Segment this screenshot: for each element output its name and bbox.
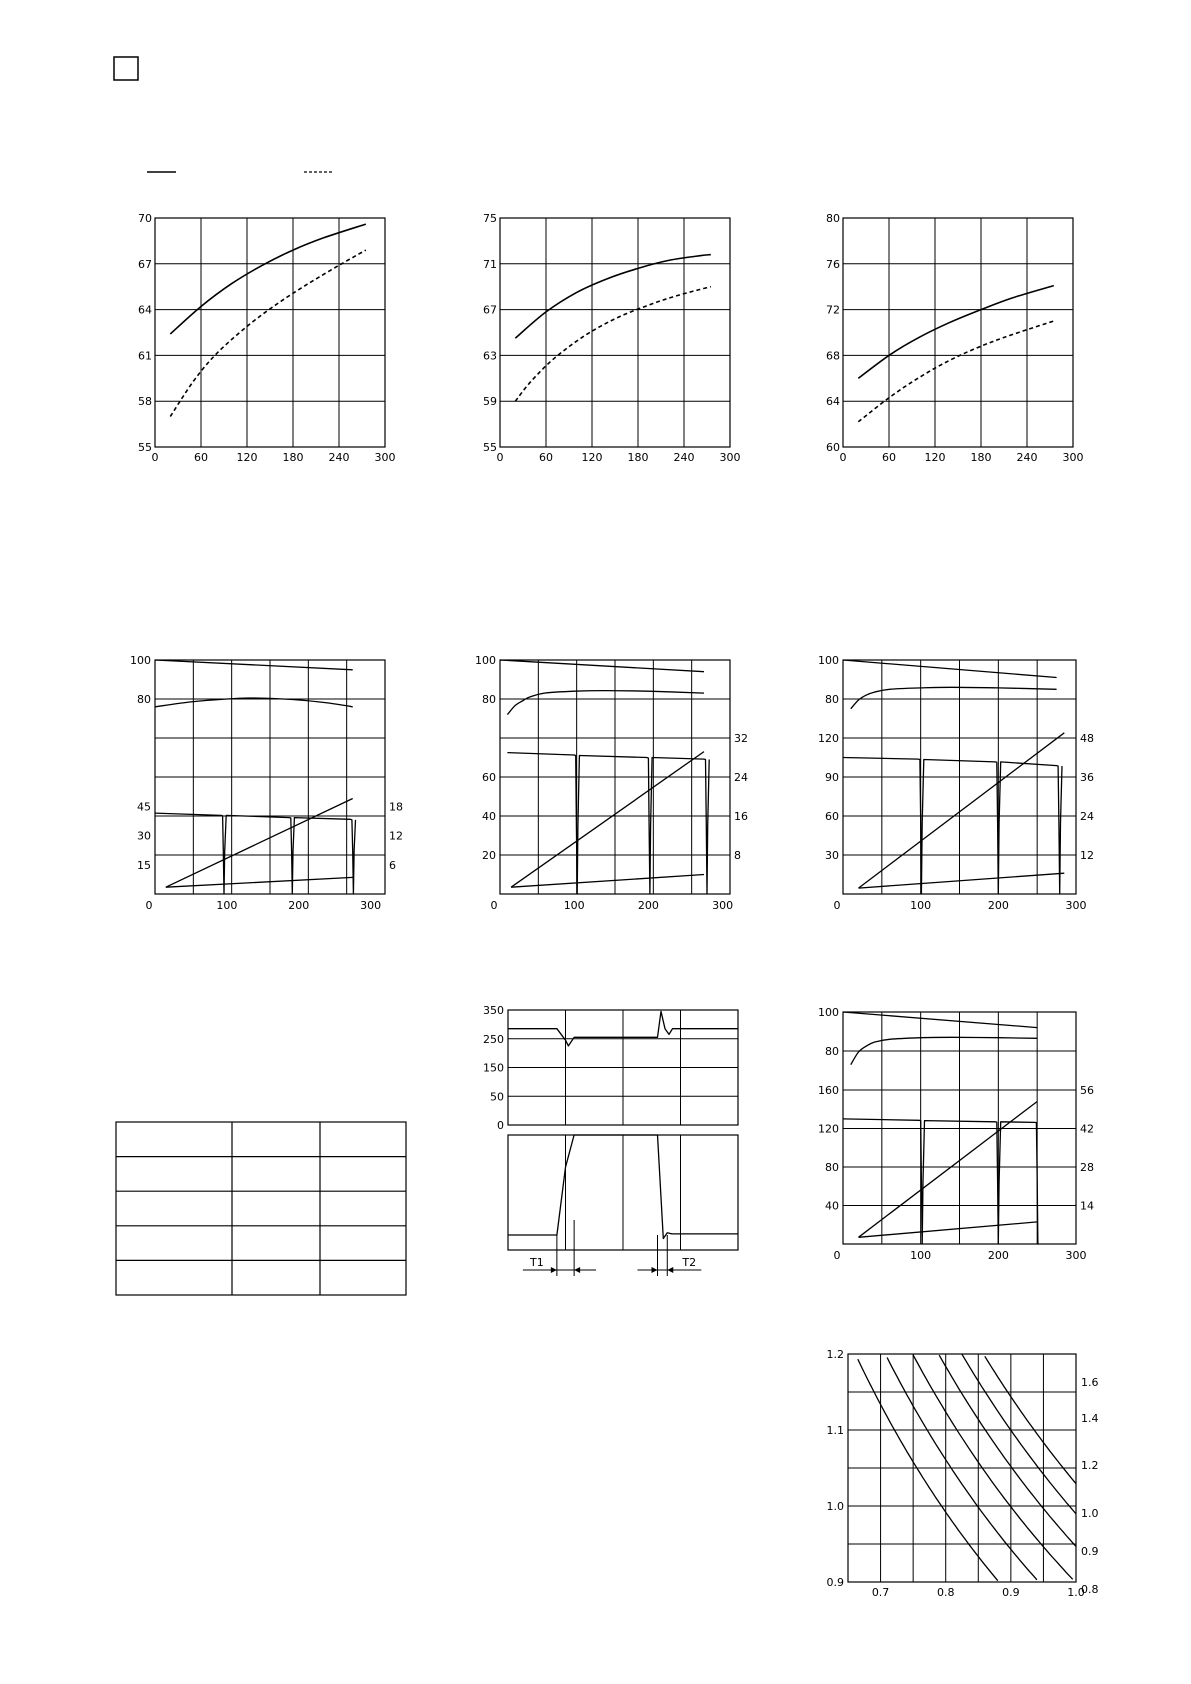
right-tick-label: 8 [734, 849, 741, 862]
series-1.6 [985, 1356, 1076, 1483]
y-tick-label: 40 [825, 1199, 839, 1213]
x-tick-label: 0 [145, 899, 153, 912]
right-tick-label: 36 [1080, 771, 1094, 784]
x-tick-label: 0 [490, 899, 498, 912]
right-curve-label: 0.9 [1081, 1545, 1099, 1558]
y-tick-label: 75 [483, 212, 497, 225]
y-tick-label: 15 [137, 858, 151, 872]
x-tick-label: 60 [539, 451, 553, 464]
y-tick-label: 70 [138, 212, 152, 225]
y-tick-label: 72 [826, 303, 840, 317]
chart-c2-frame [500, 218, 730, 447]
right-tick-label: 18 [389, 800, 403, 814]
series-step-curve [843, 1119, 1039, 1244]
x-tick-label: 200 [987, 899, 1009, 912]
y-tick-label: 1.1 [826, 1424, 844, 1437]
series-ramp-shallow [859, 1222, 1038, 1237]
chart-c9 [827, 1348, 1099, 1599]
y-tick-label: 80 [137, 693, 151, 706]
y-tick-label: 120 [818, 732, 839, 745]
x-tick-label: 120 [581, 451, 603, 464]
x-tick-label: 100 [216, 899, 238, 912]
right-tick-label: 14 [1080, 1199, 1094, 1213]
y-tick-label: 80 [825, 1045, 839, 1058]
series-solid [515, 255, 711, 339]
x-tick-label: 0 [833, 899, 841, 912]
x-tick-label: 240 [1016, 451, 1038, 464]
right-tick-label: 32 [734, 732, 748, 745]
chart-c1 [138, 212, 396, 464]
x-tick-label: 0 [839, 451, 847, 464]
right-curve-label: 1.2 [1081, 1459, 1099, 1472]
data-table [116, 1122, 406, 1295]
x-tick-label: 240 [673, 451, 695, 464]
right-tick-label: 48 [1080, 732, 1094, 745]
y-tick-label: 50 [490, 1090, 504, 1104]
series-solid [170, 224, 365, 334]
series-0.9 [887, 1358, 1037, 1580]
x-tick-label: 0.7 [871, 1586, 890, 1599]
y-tick-label: 30 [137, 829, 151, 843]
y-tick-label: 63 [483, 349, 497, 363]
y-tick-label: 60 [482, 771, 496, 784]
x-tick-label: 100 [910, 899, 932, 912]
series-dashed [515, 287, 711, 402]
charts-layer [130, 212, 1099, 1599]
x-tick-label: 240 [328, 451, 350, 464]
x-tick-label: 300 [712, 899, 734, 912]
y-tick-label: 76 [826, 257, 840, 271]
y-tick-label: 80 [826, 212, 840, 225]
y-tick-label: 55 [138, 441, 152, 454]
y-tick-label: 100 [130, 654, 151, 667]
y-tick-label: 58 [138, 395, 152, 409]
y-tick-label: 100 [475, 654, 496, 667]
y-tick-label: 30 [825, 849, 839, 862]
x-tick-label: 300 [1065, 899, 1087, 912]
series-ramp-steep [859, 1102, 1038, 1238]
right-tick-label: 16 [734, 810, 748, 823]
right-curve-label: 0.8 [1081, 1583, 1099, 1596]
series-ramp-steep [859, 733, 1065, 888]
series-ramp-shallow [859, 873, 1065, 888]
y-tick-label: 60 [825, 810, 839, 823]
x-tick-label: 200 [288, 899, 310, 912]
x-tick-label: 300 [719, 451, 741, 464]
y-tick-label: 68 [826, 349, 840, 363]
series-upper-a [843, 660, 1057, 678]
x-tick-label: 0 [496, 451, 504, 464]
y-tick-label: 20 [482, 849, 496, 862]
series-upper-a [500, 660, 704, 672]
y-tick-label: 1.2 [826, 1348, 844, 1361]
chart-c3 [826, 212, 1084, 464]
series-1.0 [913, 1355, 1073, 1579]
right-curve-label: 1.4 [1081, 1412, 1099, 1425]
x-tick-label: 120 [236, 451, 258, 464]
series-dashed [858, 321, 1054, 422]
x-tick-label: 100 [563, 899, 585, 912]
y-tick-label: 71 [483, 257, 497, 271]
x-tick-label: 180 [627, 451, 649, 464]
dimension-arrow [574, 1267, 580, 1273]
y-tick-label: 160 [818, 1084, 839, 1097]
table-frame [116, 1122, 406, 1295]
right-tick-label: 24 [1080, 810, 1094, 823]
x-tick-label: 200 [637, 899, 659, 912]
series-1.4 [962, 1354, 1076, 1514]
series-ramp-steep [166, 799, 353, 888]
y-tick-label: 150 [483, 1061, 504, 1075]
y-tick-label: 250 [483, 1032, 504, 1046]
y-tick-label: 0.9 [826, 1576, 844, 1589]
series-ramp-steep [511, 752, 704, 888]
series-step-curve [507, 753, 709, 894]
x-tick-label: 100 [910, 1249, 932, 1262]
y-tick-label: 80 [825, 693, 839, 706]
y-tick-label: 64 [826, 395, 840, 409]
y-tick-label: 59 [483, 395, 497, 409]
chart-c2 [483, 212, 741, 464]
y-tick-label: 100 [818, 654, 839, 667]
section-checkbox [114, 57, 138, 80]
x-tick-label: 1.0 [1067, 1586, 1085, 1599]
y-tick-label: 120 [818, 1122, 839, 1136]
right-tick-label: 28 [1080, 1161, 1094, 1174]
x-tick-label: 300 [1065, 1249, 1087, 1262]
x-tick-label: 300 [1062, 451, 1084, 464]
right-tick-label: 42 [1080, 1122, 1094, 1136]
chart-c5 [475, 654, 748, 912]
x-tick-label: 300 [360, 899, 382, 912]
y-tick-label: 60 [826, 441, 840, 454]
series-solid [858, 286, 1054, 379]
y-tick-label: 67 [138, 257, 152, 271]
dimension-arrow [551, 1267, 557, 1273]
y-tick-label: 0 [497, 1119, 504, 1132]
dimension-arrow [652, 1267, 658, 1273]
chart-c8 [818, 1006, 1094, 1262]
x-tick-label: 120 [924, 451, 946, 464]
series-step-curve [843, 758, 1062, 895]
x-tick-label: 0 [833, 1249, 841, 1262]
x-tick-label: 0.9 [1002, 1586, 1020, 1599]
y-tick-label: 67 [483, 303, 497, 317]
chart-c6 [818, 654, 1094, 912]
y-tick-label: 40 [482, 810, 496, 823]
y-tick-label: 350 [483, 1004, 504, 1017]
chart-c1-frame [155, 218, 385, 447]
x-tick-label: 60 [882, 451, 896, 464]
x-tick-label: 300 [374, 451, 396, 464]
chart-c4 [130, 654, 403, 912]
series-ramp-shallow [511, 875, 704, 888]
x-tick-label: 180 [970, 451, 992, 464]
series-upper-b [507, 691, 704, 715]
chart-c3-frame [843, 218, 1073, 447]
y-tick-label: 45 [137, 800, 151, 814]
series-1.2 [939, 1355, 1076, 1546]
right-tick-label: 6 [389, 858, 396, 872]
x-tick-label: 0.8 [936, 1586, 955, 1599]
x-tick-label: 200 [987, 1249, 1009, 1262]
annotation-t2: T2 [682, 1256, 697, 1269]
y-tick-label: 80 [482, 693, 496, 706]
y-tick-label: 1.0 [826, 1500, 844, 1513]
y-tick-label: 61 [138, 349, 152, 363]
right-curve-label: 1.0 [1081, 1507, 1099, 1520]
y-tick-label: 55 [483, 441, 497, 454]
right-curve-label: 1.6 [1081, 1376, 1099, 1389]
chart-c7 [483, 1004, 738, 1276]
series-ramp-shallow [166, 877, 353, 887]
dimension-arrow [667, 1267, 673, 1273]
series-dashed [170, 250, 365, 416]
right-tick-label: 12 [1080, 849, 1094, 862]
y-tick-label: 80 [825, 1161, 839, 1174]
series-upper-a [843, 1012, 1037, 1028]
y-tick-label: 90 [825, 771, 839, 784]
y-tick-label: 100 [818, 1006, 839, 1019]
annotation-t1: T1 [530, 1256, 544, 1269]
right-tick-label: 56 [1080, 1084, 1094, 1097]
series-upper-a [155, 660, 353, 670]
x-tick-label: 0 [151, 451, 159, 464]
y-tick-label: 64 [138, 303, 152, 317]
right-tick-label: 24 [734, 771, 748, 784]
x-tick-label: 180 [282, 451, 304, 464]
x-tick-label: 60 [194, 451, 208, 464]
right-tick-label: 12 [389, 829, 403, 843]
